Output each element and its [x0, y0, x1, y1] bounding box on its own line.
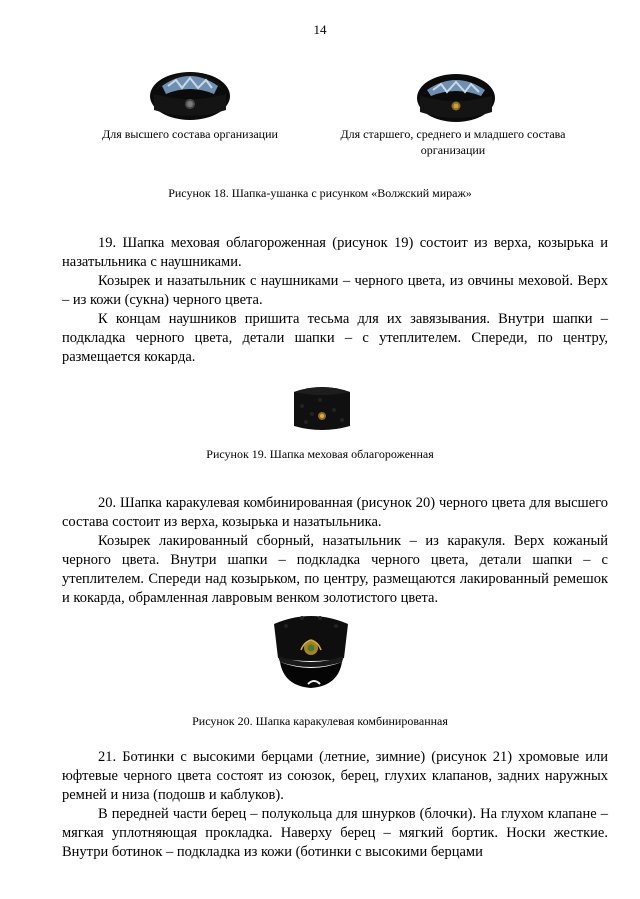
page-number: 14 [313, 22, 327, 37]
figure18-caption: Рисунок 18. Шапка-ушанка с рисунком «Волжский мираж» [168, 186, 472, 200]
karakul-hat-image [268, 606, 354, 692]
fur-hat-image [290, 380, 354, 436]
section20-paragraph-2: Козырек лакированный сборный, назатыльник – из каракуля. Верх кожаный черного цвета. Внутри шапки – подкладка черного цвета, детали шапки – с утеплителем. Спереди над козырьком, по центру, размещаются лакированный ремешок и кокарда, обрамленная лавровым венком золотистого цвета. [62, 533, 608, 606]
figure20-caption: Рисунок 20. Шапка каракулевая комбинированная [192, 714, 448, 728]
figure18-left-caption: Для высшего состава организации [102, 127, 278, 141]
ushanka-hat-senior-rank-image [415, 64, 497, 124]
section20-paragraph-1: 20. Шапка каракулевая комбинированная (рисунок 20) черного цвета для высшего состава состоит из верха, козырька и назатыльника. [62, 495, 608, 530]
section21-paragraph-2: В передней части берец – полукольца для шнурков (блочки). На глухом клапане – мягкая уплотняющая прокладка. Наверху берец – мягкий бортик. Носки жесткие. Внутри ботинок – подкладка из кожи (ботинки с высокими берцами [62, 806, 608, 860]
section19-paragraph-3: К концам наушников пришита тесьма для их завязывания. Внутри шапки – подкладка черного цвета, детали шапки – с утеплителем. Спереди, по центру, размещается кокарда. [62, 311, 608, 365]
section19-paragraph-2: Козырек и назатыльник с наушниками – черного цвета, из овчины меховой. Верх – из кожи (сукна) черного цвета. [62, 273, 608, 308]
section21-paragraph-1: 21. Ботинки с высокими берцами (летние, зимние) (рисунок 21) хромовые или юфтевые черного цвета состоят из союзок, берец, глухих клапанов, задних наружных ремней и низа (подошв и каблуков). [62, 749, 608, 803]
section19-paragraph-1: 19. Шапка меховая облагороженная (рисунок 19) состоит из верха, козырька и назатыльника с наушниками. [62, 235, 608, 270]
figure18-right-caption: Для старшего, среднего и младшего состава организации [340, 127, 566, 157]
ushanka-hat-high-rank-image [148, 60, 232, 122]
figure19-caption: Рисунок 19. Шапка меховая облагороженная [206, 447, 434, 461]
